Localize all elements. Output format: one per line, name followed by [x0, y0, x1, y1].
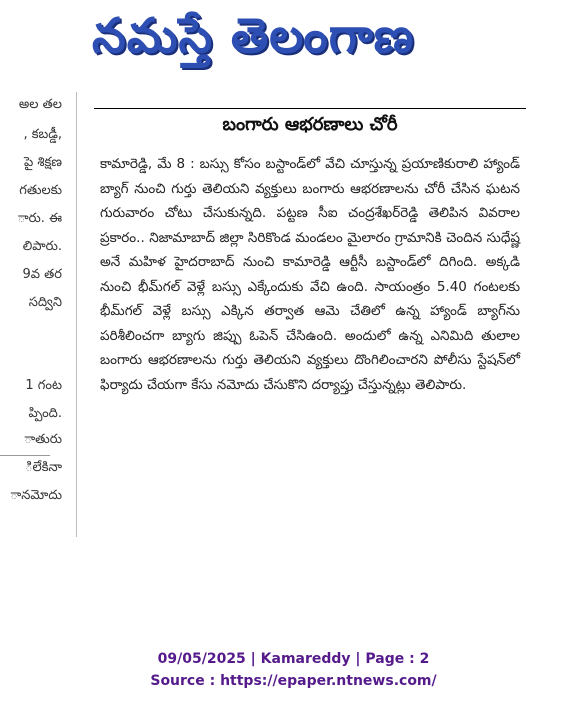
article-headline: బంగారు ఆభరణాలు చోరీ [222, 114, 398, 135]
masthead-title: నమస్తే తెలంగాణ [92, 8, 415, 64]
left-column-fragment [0, 92, 64, 537]
left-line: లిపారు. [22, 239, 62, 254]
left-line: ాతురు [24, 432, 62, 447]
left-line: గతులకు [19, 183, 62, 198]
left-line: ప్పింది. [28, 406, 62, 421]
left-line: ిలేకినా [24, 460, 62, 475]
footer [0, 648, 587, 692]
left-line: ానమోదు [10, 488, 62, 503]
left-line: సద్విని [28, 295, 62, 310]
left-column-rule [0, 455, 50, 456]
article-body: కామారెడ్డి, మే 8 : బస్సు కోసం బస్టాండ్‌లో వేచి చూస్తున్న ప్రయాణికురాలి హ్యాండ్ బ్యాగ్ నుంచి గుర్తు తెలియని వ్యక్తులు బంగారు ఆభరణాలను చోరీ చేసిన ఘటన గురువారం చోటు చేసుకున్నది. పట్టణ సీఐ చంద్రశేఖర్‌రెడ్డి తెలిపిన వివరాల ప్రకారం.. నిజామాబాద్ జిల్లా సిరికొండ మండలం మైలారం గ్రామానికి చెందిన సుధేష్ణ అనే మహిళ హైదరాబాద్ నుంచి కామారెడ్డి ఆర్టీసీ బస్టాండ్‌లో దిగింది. అక్కడి నుంచి భీమ్‌గల్ వెళ్లే బస్సు ఎక్కేందుకు వేచి ఉంది. సాయంత్రం 5.40 గంటలకు భీమ్‌గల్ వెళ్లే బస్సు ఎక్కిన తర్వాత ఆమె చేతిలో ఉన్న హ్యాండ్ బ్యాగ్‌ను పరిశీలించగా బ్యాగు జిప్పు ఓపెన్ చేసిఉంది. అందులో ఉన్న ఎనిమిది తులాల బంగారు ఆభరణాలను గుర్తు తెలియని వ్యక్తులు దొంగిలించారని పోలీసు స్టేషన్‌లో ఫిర్యాదు చేయగా కేసు నమోదు చేసుకొని దర్యాప్తు చేస్తున్నట్లు తెలిపారు. [100, 156, 520, 393]
newspaper-masthead [92, 2, 492, 70]
footer-source: Source : https://epaper.ntnews.com/ [150, 673, 437, 689]
left-line: ారు. ఈ [17, 211, 62, 226]
left-line: అల తల [18, 97, 62, 112]
left-line: 9వ తర [22, 267, 62, 282]
footer-date-page: 09/05/2025 | Kamareddy | Page : 2 [157, 651, 430, 667]
column-divider [76, 92, 77, 537]
left-line: , కబడ్డీ, [23, 127, 62, 142]
left-line: 1 గంట [25, 378, 62, 393]
left-line: పై శిక్షణ [23, 155, 62, 170]
headline-rule [94, 108, 526, 109]
